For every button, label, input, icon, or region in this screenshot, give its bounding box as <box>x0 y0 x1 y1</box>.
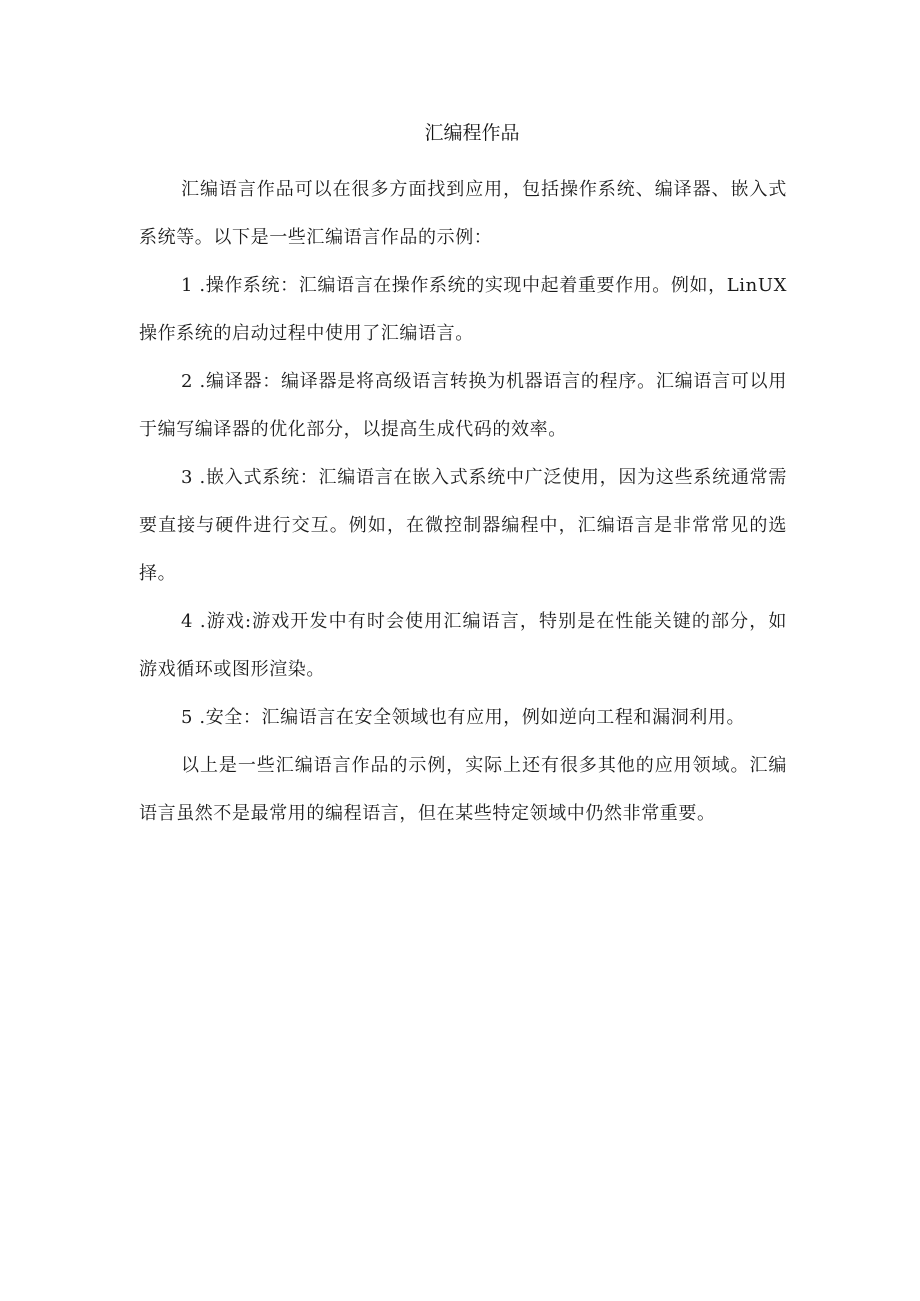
paragraph-item-5: 5 .安全：汇编语言在安全领域也有应用，例如逆向工程和漏洞利用。 <box>181 707 746 728</box>
paragraph-item-3: 3 .嵌入式系统：汇编语言在嵌入式系统中广泛使用，因为这些系统通常需要直接与硬件进行交互。例如，在微控制器编程中，汇编语言是非常常见的选择。 <box>139 467 787 584</box>
document-body <box>139 118 787 838</box>
paragraph-item-1: 1 .操作系统：汇编语言在操作系统的实现中起着重要作用。例如，LinUX操作系统的启动过程中使用了汇编语言。 <box>139 275 787 344</box>
paragraph-item-4: 4 .游戏:游戏开发中有时会使用汇编语言，特别是在性能关键的部分，如游戏循环或图形渲染。 <box>139 611 787 680</box>
document-title: 汇编程作品 <box>424 122 520 144</box>
paragraph-intro: 汇编语言作品可以在很多方面找到应用，包括操作系统、编译器、嵌入式系统等。以下是一些汇编语言作品的示例： <box>139 179 787 248</box>
paragraph-conclusion: 以上是一些汇编语言作品的示例，实际上还有很多其他的应用领域。汇编语言虽然不是最常用的编程语言，但在某些特定领域中仍然非常重要。 <box>139 755 787 824</box>
paragraph-item-2: 2 .编译器：编译器是将高级语言转换为机器语言的程序。汇编语言可以用于编写编译器的优化部分，以提高生成代码的效率。 <box>139 371 787 440</box>
